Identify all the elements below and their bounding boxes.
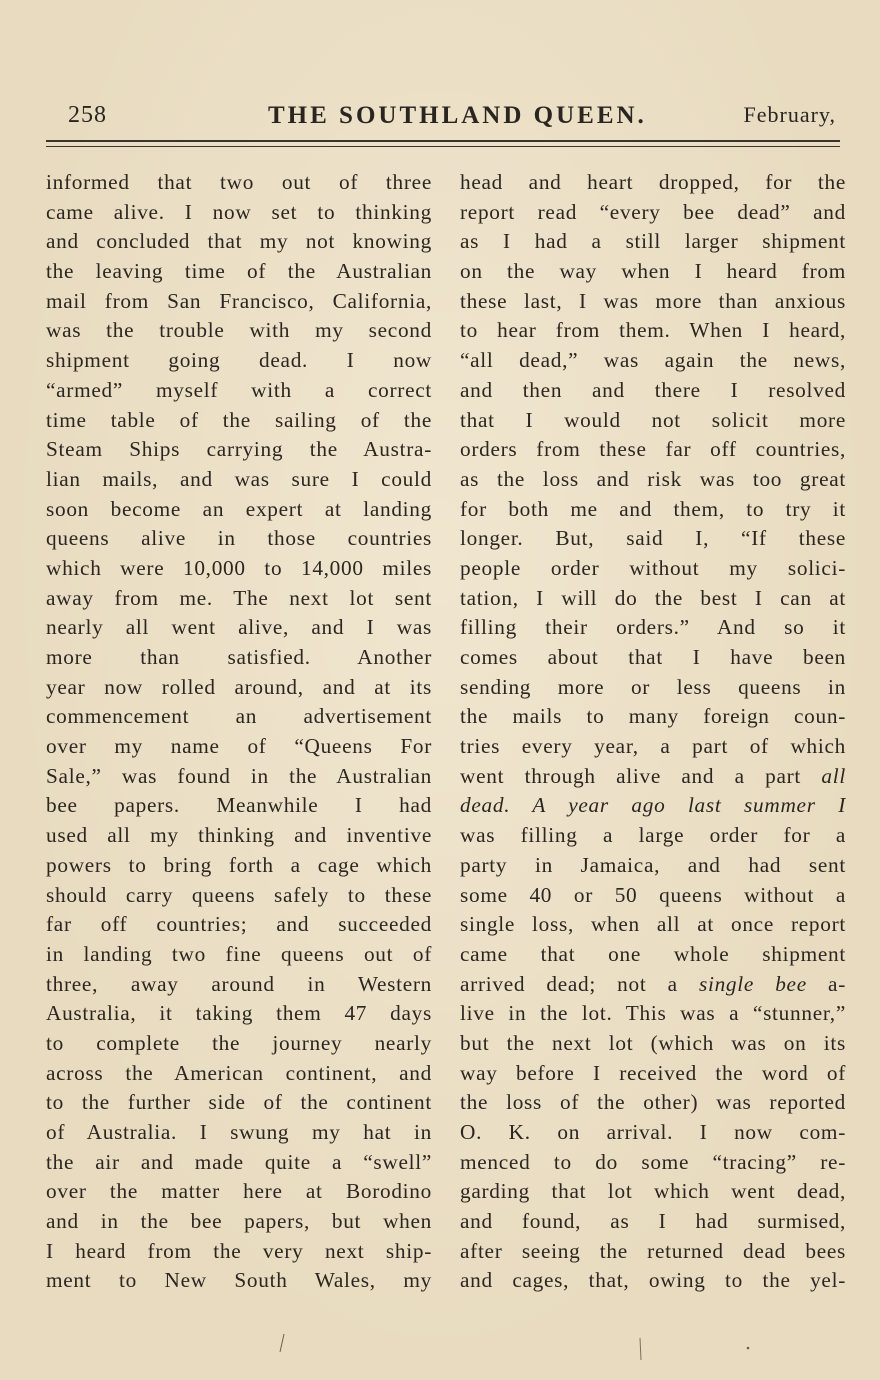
running-header [56, 92, 836, 132]
text-line: more than satisfied. Another [46, 645, 432, 669]
text-line: live in the lot. This was a “stunner,” [460, 1001, 846, 1026]
text-line: lian mails, and was sure I could [46, 466, 432, 491]
text-line: over my name of “Queens For [46, 734, 432, 759]
italic-fragment: single bee [698, 971, 807, 996]
text-line: tation, I will do the best I can at [460, 585, 846, 610]
text-line: these last, I was more than anxious [460, 288, 846, 313]
text-fragment: a- [828, 971, 846, 996]
text-line: Australia, it taking them 47 days [46, 1001, 432, 1026]
text-line: report read “every bee dead” and [460, 199, 846, 224]
text-line: party in Jamaica, and had sent [460, 852, 846, 877]
text-line-with-italic [460, 762, 846, 792]
text-line: that I would not solicit more [460, 407, 846, 432]
text-line: across the American continent, and [46, 1060, 432, 1085]
text-line: away from me. The next lot sent [46, 585, 432, 610]
text-line: as I had a still larger shipment [460, 229, 846, 254]
text-line: menced to do some “tracing” re- [460, 1149, 846, 1174]
text-line: for both me and them, to try it [460, 496, 846, 521]
text-line: to hear from them. When I heard, [460, 318, 846, 343]
text-line: in landing two fine queens out of [46, 941, 432, 966]
text-line: to the further side of the continent [46, 1090, 432, 1115]
header-rule-thick [46, 140, 840, 142]
text-line: came alive. I now set to thinking [46, 199, 432, 224]
text-line: informed that two out of three [46, 170, 432, 194]
text-line: was the trouble with my second [46, 318, 432, 343]
header-rule-thin [46, 146, 840, 147]
running-date: February, [743, 102, 836, 127]
page-number: 258 [68, 102, 107, 128]
text-line: soon become an expert at landing [46, 496, 432, 521]
text-line: as the loss and risk was too great [460, 466, 846, 491]
text-line: shipment going dead. I now [46, 348, 432, 373]
text-line: ment to New South Wales, my [46, 1268, 432, 1293]
text-line: far off countries; and succeeded [46, 912, 432, 937]
left-column [46, 168, 432, 1296]
text-fragment: went through alive and a part [460, 763, 802, 788]
text-line: should carry queens safely to these [46, 882, 432, 907]
text-line: but the next lot (which was on its [460, 1030, 846, 1055]
text-line: comes about that I have been [460, 645, 846, 669]
text-line: tries every year, a part of which [460, 734, 846, 759]
text-line: people order without my solici- [460, 555, 846, 580]
text-line: came that one whole shipment [460, 941, 846, 966]
text-line: Steam Ships carrying the Austra- [46, 437, 432, 462]
text-line: nearly all went alive, and I was [46, 615, 432, 640]
text-line: “all dead,” was again the news, [460, 348, 846, 373]
text-line: the mails to many foreign coun- [460, 704, 846, 729]
text-line: which were 10,000 to 14,000 miles [46, 555, 432, 580]
speck-mark [280, 1334, 284, 1352]
text-line: sending more or less queens in [460, 674, 846, 699]
text-line: after seeing the returned dead bees [460, 1238, 846, 1263]
text-line: was filling a large order for a [460, 823, 846, 848]
text-line: year now rolled around, and at its [46, 674, 432, 699]
text-line: and then and there I resolved [460, 377, 846, 402]
text-line: I heard from the very next ship- [46, 1238, 432, 1263]
text-fragment: arrived dead; not a [460, 971, 678, 996]
text-line: queens alive in those countries [46, 526, 432, 551]
text-line: garding that lot which went dead, [460, 1179, 846, 1204]
text-line: some 40 or 50 queens without a [460, 882, 846, 907]
right-column [460, 168, 846, 1296]
text-line: three, away around in Western [46, 971, 432, 996]
text-line: on the way when I heard from [460, 259, 846, 284]
speck-mark [640, 1338, 641, 1360]
text-line: and in the bee papers, but when [46, 1209, 432, 1234]
text-line: bee papers. Meanwhile I had [46, 793, 432, 818]
italic-fragment: all [821, 763, 846, 788]
paper-specks [0, 1330, 880, 1370]
text-line: the leaving time of the Australian [46, 259, 432, 284]
text-line: mail from San Francisco, California, [46, 288, 432, 313]
text-line-with-italic [460, 970, 846, 1000]
text-line: time table of the sailing of the [46, 407, 432, 432]
text-line: over the matter here at Borodino [46, 1179, 432, 1204]
text-line: Sale,” was found in the Australian [46, 763, 432, 788]
text-line: O. K. on arrival. I now com- [460, 1120, 846, 1144]
italic-fragment: dead. A year ago last summer I [460, 793, 846, 818]
text-line: orders from these far off countries, [460, 437, 846, 462]
text-line-with-italic [460, 791, 846, 821]
text-line: single loss, when all at once report [460, 912, 846, 937]
text-line: “armed” myself with a correct [46, 377, 432, 402]
text-line: and concluded that my not knowing [46, 229, 432, 254]
text-line: commencement an advertisement [46, 704, 432, 729]
running-title: THE SOUTHLAND QUEEN. [268, 102, 647, 129]
text-line: the air and made quite a “swell” [46, 1149, 432, 1174]
text-line: filling their orders.” And so it [460, 615, 846, 640]
text-line: way before I received the word of [460, 1060, 846, 1085]
text-line: the loss of the other) was reported [460, 1090, 846, 1115]
text-line: of Australia. I swung my hat in [46, 1120, 432, 1144]
text-line: powers to bring forth a cage which [46, 852, 432, 877]
speck-mark [747, 1347, 750, 1350]
text-line: head and heart dropped, for the [460, 170, 846, 194]
text-line: used all my thinking and inventive [46, 823, 432, 848]
text-line: to complete the journey nearly [46, 1030, 432, 1055]
text-line: and cages, that, owing to the yel- [460, 1268, 846, 1293]
text-line: longer. But, said I, “If these [460, 526, 846, 551]
text-line: and found, as I had surmised, [460, 1209, 846, 1234]
